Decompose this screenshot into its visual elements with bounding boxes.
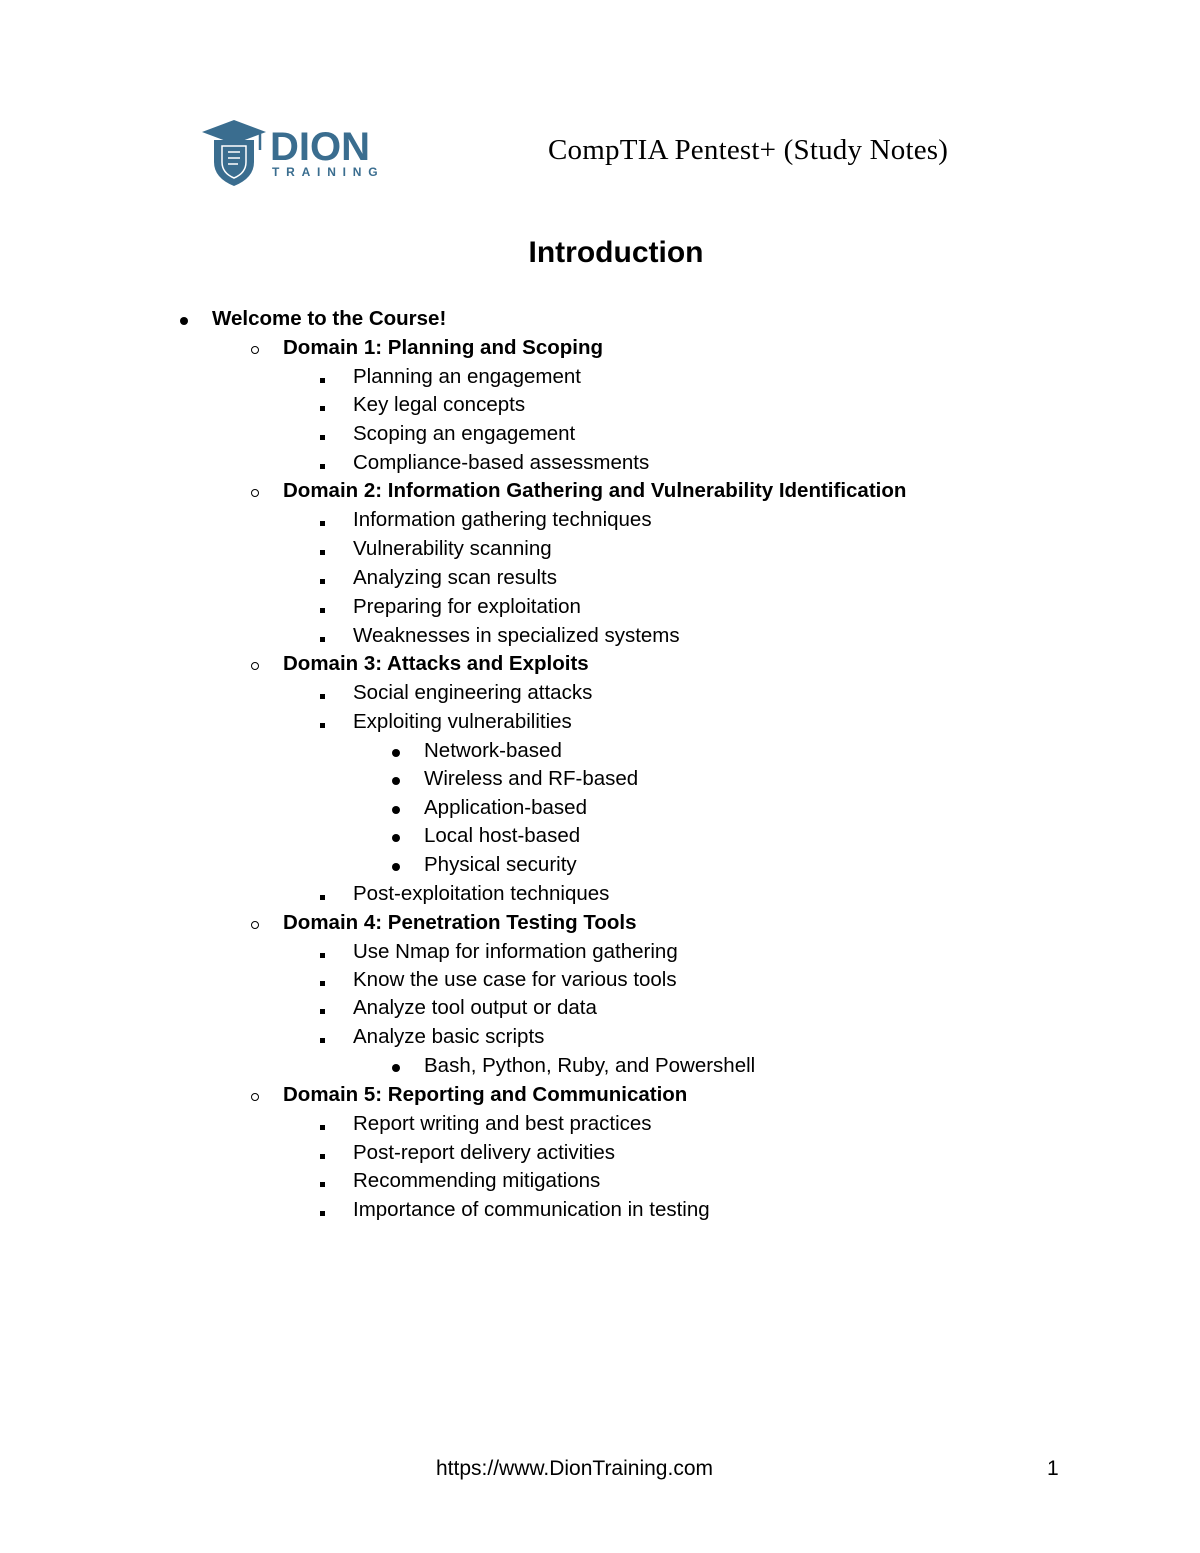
- bullet-dot-icon: [392, 749, 400, 757]
- bullet-square-icon: [320, 723, 325, 728]
- bullet-square-icon: [320, 521, 325, 526]
- page-number: 1: [1047, 1457, 1059, 1480]
- bullet-dot-icon: [392, 777, 400, 785]
- page-title: Introduction: [528, 236, 704, 269]
- header-title: CompTIA Pentest+ (Study Notes): [548, 134, 949, 166]
- list-item: Preparing for exploitation: [353, 594, 581, 620]
- bullet-circle-icon: [251, 489, 259, 497]
- logo-subtext: TRAINING: [272, 165, 385, 179]
- bullet-circle-icon: [251, 346, 259, 354]
- bullet-dot-icon: [392, 863, 400, 871]
- bullet-square-icon: [320, 953, 325, 958]
- domain-heading: Domain 5: Reporting and Communication: [283, 1082, 687, 1108]
- list-item: Post-exploitation techniques: [353, 881, 609, 907]
- sub-list-item: Wireless and RF-based: [424, 766, 638, 792]
- bullet-square-icon: [320, 895, 325, 900]
- bullet-square-icon: [320, 981, 325, 986]
- bullet-square-icon: [320, 1009, 325, 1014]
- footer-link[interactable]: https://www.DionTraining.com: [436, 1457, 713, 1480]
- bullet-square-icon: [320, 1125, 325, 1130]
- bullet-square-icon: [320, 1038, 325, 1043]
- list-item: Analyze basic scripts: [353, 1024, 544, 1050]
- list-item: Report writing and best practices: [353, 1111, 652, 1137]
- bullet-circle-icon: [251, 921, 259, 929]
- domain-heading: Domain 3: Attacks and Exploits: [283, 651, 589, 677]
- bullet-square-icon: [320, 608, 325, 613]
- list-item: Importance of communication in testing: [353, 1197, 710, 1223]
- list-item: Vulnerability scanning: [353, 536, 552, 562]
- sub-list-item: Network-based: [424, 738, 562, 764]
- list-item-welcome: Welcome to the Course!: [212, 306, 446, 332]
- bullet-square-icon: [320, 406, 325, 411]
- bullet-square-icon: [320, 464, 325, 469]
- bullet-square-icon: [320, 550, 325, 555]
- bullet-dot-icon: [392, 806, 400, 814]
- list-item: Scoping an engagement: [353, 421, 575, 447]
- bullet-dot-icon: [392, 834, 400, 842]
- list-item: Compliance-based assessments: [353, 450, 649, 476]
- bullet-square-icon: [320, 1154, 325, 1159]
- list-item: Weaknesses in specialized systems: [353, 623, 680, 649]
- bullet-square-icon: [320, 378, 325, 383]
- sub-list-item: Physical security: [424, 852, 577, 878]
- list-item: Recommending mitigations: [353, 1168, 600, 1194]
- list-item: Social engineering attacks: [353, 680, 592, 706]
- bullet-square-icon: [320, 694, 325, 699]
- domain-heading: Domain 2: Information Gathering and Vulnerability Identification: [283, 478, 906, 504]
- bullet-circle-icon: [251, 1093, 259, 1101]
- bullet-square-icon: [320, 1182, 325, 1187]
- bullet-square-icon: [320, 579, 325, 584]
- list-item: Key legal concepts: [353, 392, 525, 418]
- list-item: Information gathering techniques: [353, 507, 652, 533]
- bullet-square-icon: [320, 435, 325, 440]
- domain-heading: Domain 1: Planning and Scoping: [283, 335, 603, 361]
- sub-list-item: Local host-based: [424, 823, 580, 849]
- list-item: Analyzing scan results: [353, 565, 557, 591]
- bullet-square-icon: [320, 1211, 325, 1216]
- domain-heading: Domain 4: Penetration Testing Tools: [283, 910, 636, 936]
- bullet-square-icon: [320, 637, 325, 642]
- list-item: Analyze tool output or data: [353, 995, 597, 1021]
- sub-list-item: Application-based: [424, 795, 587, 821]
- list-item: Exploiting vulnerabilities: [353, 709, 572, 735]
- sub-list-item: Bash, Python, Ruby, and Powershell: [424, 1053, 755, 1079]
- list-item: Use Nmap for information gathering: [353, 939, 678, 965]
- bullet-circle-icon: [251, 662, 259, 670]
- list-item: Planning an engagement: [353, 364, 581, 390]
- bullet-dot-icon: [392, 1064, 400, 1072]
- list-item: Know the use case for various tools: [353, 967, 677, 993]
- list-item: Post-report delivery activities: [353, 1140, 615, 1166]
- bullet-dot-icon: [180, 317, 188, 325]
- logo-wordmark: DION: [270, 125, 370, 169]
